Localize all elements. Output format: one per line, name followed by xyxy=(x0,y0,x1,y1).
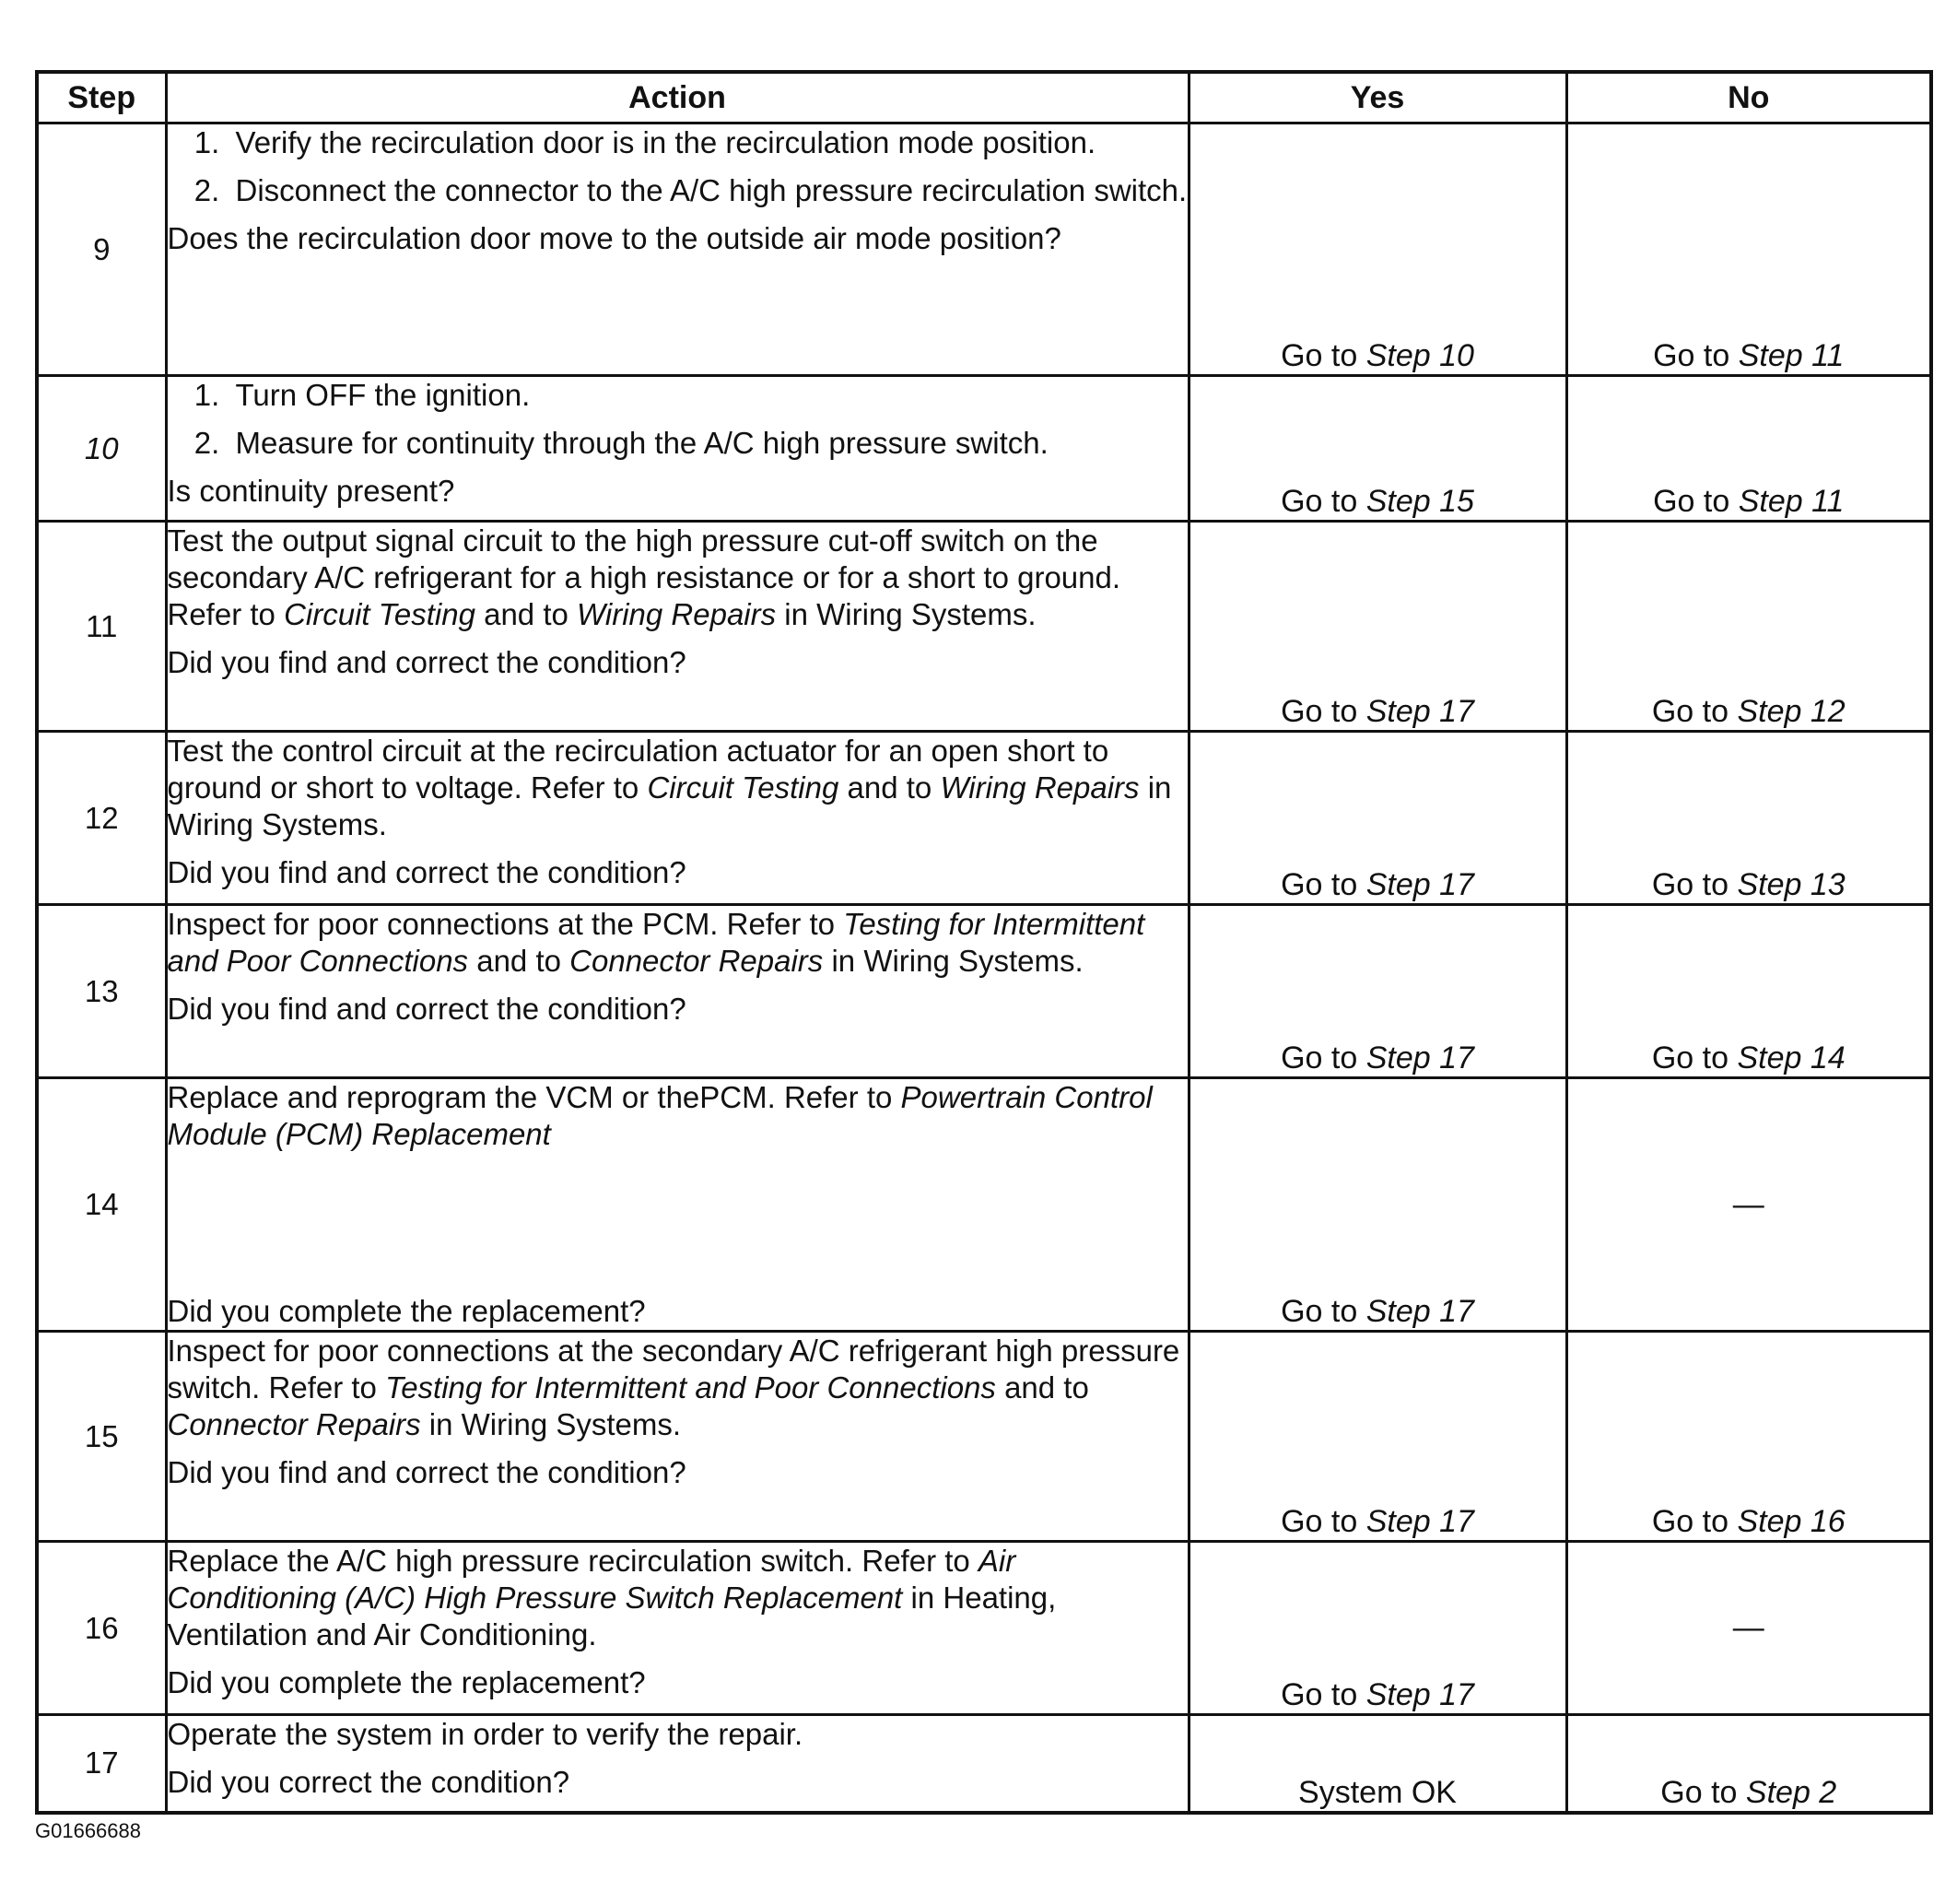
step-reference: Step 2 xyxy=(1745,1774,1837,1810)
step-reference: Step 15 xyxy=(1365,484,1474,519)
goto-prefix: Go to xyxy=(1281,338,1358,373)
diagnostic-table xyxy=(35,70,1933,1815)
no-cell xyxy=(1566,732,1931,905)
step-number: 9 xyxy=(37,123,166,376)
step-number: 11 xyxy=(37,522,166,732)
action-question: Did you find and correct the condition? xyxy=(167,645,686,679)
table-row xyxy=(37,905,1931,1078)
step-reference: Step 17 xyxy=(1365,867,1474,902)
goto-prefix: Go to xyxy=(1281,1677,1358,1712)
action-cell xyxy=(166,123,1189,376)
result-text: System OK xyxy=(1298,1774,1457,1810)
goto-prefix: Go to xyxy=(1651,1504,1728,1539)
no-cell xyxy=(1566,376,1931,522)
action-question: Did you correct the condition? xyxy=(167,1765,570,1799)
substep: 1. Turn OFF the ignition. xyxy=(229,377,1188,414)
substep: 1. Verify the recirculation door is in the recirculation mode position. xyxy=(229,124,1188,161)
table-row xyxy=(37,522,1931,732)
step-reference: Step 17 xyxy=(1365,694,1474,729)
header-yes: Yes xyxy=(1189,72,1566,123)
goto-prefix: Go to xyxy=(1281,1040,1358,1075)
table-row xyxy=(37,123,1931,376)
goto-prefix: Go to xyxy=(1651,1040,1728,1075)
step-reference: Step 16 xyxy=(1737,1504,1846,1539)
action-question: Did you complete the replacement? xyxy=(167,1294,646,1328)
reference-link-text: Connector Repairs xyxy=(569,944,824,978)
reference-link-text: Wiring Repairs xyxy=(940,770,1140,805)
step-reference: Step 17 xyxy=(1365,1294,1474,1329)
goto-prefix: Go to xyxy=(1653,484,1730,519)
table-row xyxy=(37,732,1931,905)
action-cell xyxy=(166,732,1189,905)
action-text: Replace the A/C high pressure recirculation switch. Refer to Air Conditioning (A/C) High Pressure Switch Replacement in Heating, Ventilation and Air Conditioning. xyxy=(167,1544,1057,1651)
yes-cell xyxy=(1189,376,1566,522)
header-no: No xyxy=(1566,72,1931,123)
not-applicable-dash: — xyxy=(1732,1186,1764,1222)
action-text: Test the control circuit at the recirculation actuator for an open short to ground or short to voltage. Refer to Circuit Testing and to Wiring Repairs in Wiring Systems. xyxy=(167,734,1172,841)
header-step: Step xyxy=(37,72,166,123)
yes-cell xyxy=(1189,1332,1566,1542)
action-text: Inspect for poor connections at the secondary A/C refrigerant high pressure switch. Refer to Testing for Intermittent and Poor Connections and to Connector Repairs in Wiring Systems. xyxy=(167,1334,1180,1441)
no-cell xyxy=(1566,1542,1931,1715)
action-text: Inspect for poor connections at the PCM. Refer to Testing for Intermittent and Poor Connections and to Connector Repairs in Wiring Systems. xyxy=(167,907,1145,978)
goto-prefix: Go to xyxy=(1281,484,1358,519)
reference-link-text: Testing for Intermittent and Poor Connections xyxy=(167,907,1145,978)
action-cell xyxy=(166,376,1189,522)
reference-link-text: Wiring Repairs xyxy=(577,597,777,631)
action-cell xyxy=(166,1332,1189,1542)
no-cell xyxy=(1566,905,1931,1078)
action-question: Did you find and correct the condition? xyxy=(167,1455,686,1489)
step-number: 17 xyxy=(37,1715,166,1813)
step-number: 10 xyxy=(37,376,166,522)
substep: 2. Disconnect the connector to the A/C high pressure recirculation switch. xyxy=(229,172,1188,209)
action-question: Did you find and correct the condition? xyxy=(167,992,686,1026)
step-number: 16 xyxy=(37,1542,166,1715)
yes-cell xyxy=(1189,1542,1566,1715)
reference-link-text: Circuit Testing xyxy=(647,770,839,805)
header-row xyxy=(37,72,1931,123)
header-action: Action xyxy=(166,72,1189,123)
step-reference: Step 11 xyxy=(1738,484,1845,519)
goto-prefix: Go to xyxy=(1281,1504,1358,1539)
goto-prefix: Go to xyxy=(1281,694,1358,729)
goto-prefix: Go to xyxy=(1281,867,1358,902)
no-cell xyxy=(1566,1715,1931,1813)
step-number: 15 xyxy=(37,1332,166,1542)
yes-cell xyxy=(1189,522,1566,732)
step-reference: Step 17 xyxy=(1365,1677,1474,1712)
substep-list xyxy=(168,124,1188,209)
table-row xyxy=(37,376,1931,522)
step-reference: Step 11 xyxy=(1738,338,1845,373)
step-reference: Step 12 xyxy=(1737,694,1846,729)
action-question: Did you find and correct the condition? xyxy=(167,855,686,889)
reference-link-text: Circuit Testing xyxy=(284,597,475,631)
step-reference: Step 13 xyxy=(1737,867,1846,902)
action-cell xyxy=(166,1542,1189,1715)
action-cell xyxy=(166,905,1189,1078)
step-number: 12 xyxy=(37,732,166,905)
figure-id: G01666688 xyxy=(35,1819,141,1842)
step-number: 13 xyxy=(37,905,166,1078)
action-question: Does the recirculation door move to the outside air mode position? xyxy=(167,221,1061,255)
action-question: Is continuity present? xyxy=(167,474,455,508)
goto-prefix: Go to xyxy=(1651,694,1728,729)
reference-link-text: Testing for Intermittent and Poor Connections xyxy=(385,1370,996,1404)
reference-link-text: Connector Repairs xyxy=(167,1407,421,1441)
table-row xyxy=(37,1078,1931,1332)
table-row xyxy=(37,1332,1931,1542)
step-reference: Step 10 xyxy=(1365,338,1474,373)
goto-prefix: Go to xyxy=(1281,1294,1358,1329)
goto-prefix: Go to xyxy=(1660,1774,1738,1810)
no-cell xyxy=(1566,1078,1931,1332)
no-cell xyxy=(1566,522,1931,732)
action-text: Test the output signal circuit to the high pressure cut-off switch on the secondary A/C refrigerant for a high resistance or for a short to ground. Refer to Circuit Testing and to Wiring Repairs in Wiring Systems. xyxy=(167,523,1121,631)
substep-list xyxy=(168,377,1188,462)
no-cell xyxy=(1566,123,1931,376)
goto-prefix: Go to xyxy=(1653,338,1730,373)
yes-cell xyxy=(1189,1715,1566,1813)
goto-prefix: Go to xyxy=(1651,867,1728,902)
not-applicable-dash: — xyxy=(1732,1610,1764,1645)
yes-cell xyxy=(1189,123,1566,376)
step-reference: Step 17 xyxy=(1365,1504,1474,1539)
reference-link-text: Air Conditioning (A/C) High Pressure Switch Replacement xyxy=(167,1544,1016,1615)
action-question: Did you complete the replacement? xyxy=(167,1665,646,1699)
step-reference: Step 17 xyxy=(1365,1040,1474,1075)
table-row xyxy=(37,1542,1931,1715)
yes-cell xyxy=(1189,1078,1566,1332)
action-text: Replace and reprogram the VCM or thePCM. Refer to Powertrain Control Module (PCM) Replacement xyxy=(167,1080,1153,1151)
yes-cell xyxy=(1189,905,1566,1078)
reference-link-text: Powertrain Control Module (PCM) Replacement xyxy=(167,1080,1153,1151)
no-cell xyxy=(1566,1332,1931,1542)
step-number: 14 xyxy=(37,1078,166,1332)
table-row xyxy=(37,1715,1931,1813)
action-text: Operate the system in order to verify the repair. xyxy=(167,1717,803,1751)
yes-cell xyxy=(1189,732,1566,905)
action-cell xyxy=(166,1715,1189,1813)
action-cell xyxy=(166,1078,1189,1332)
substep: 2. Measure for continuity through the A/C high pressure switch. xyxy=(229,425,1188,462)
action-cell xyxy=(166,522,1189,732)
step-reference: Step 14 xyxy=(1737,1040,1846,1075)
